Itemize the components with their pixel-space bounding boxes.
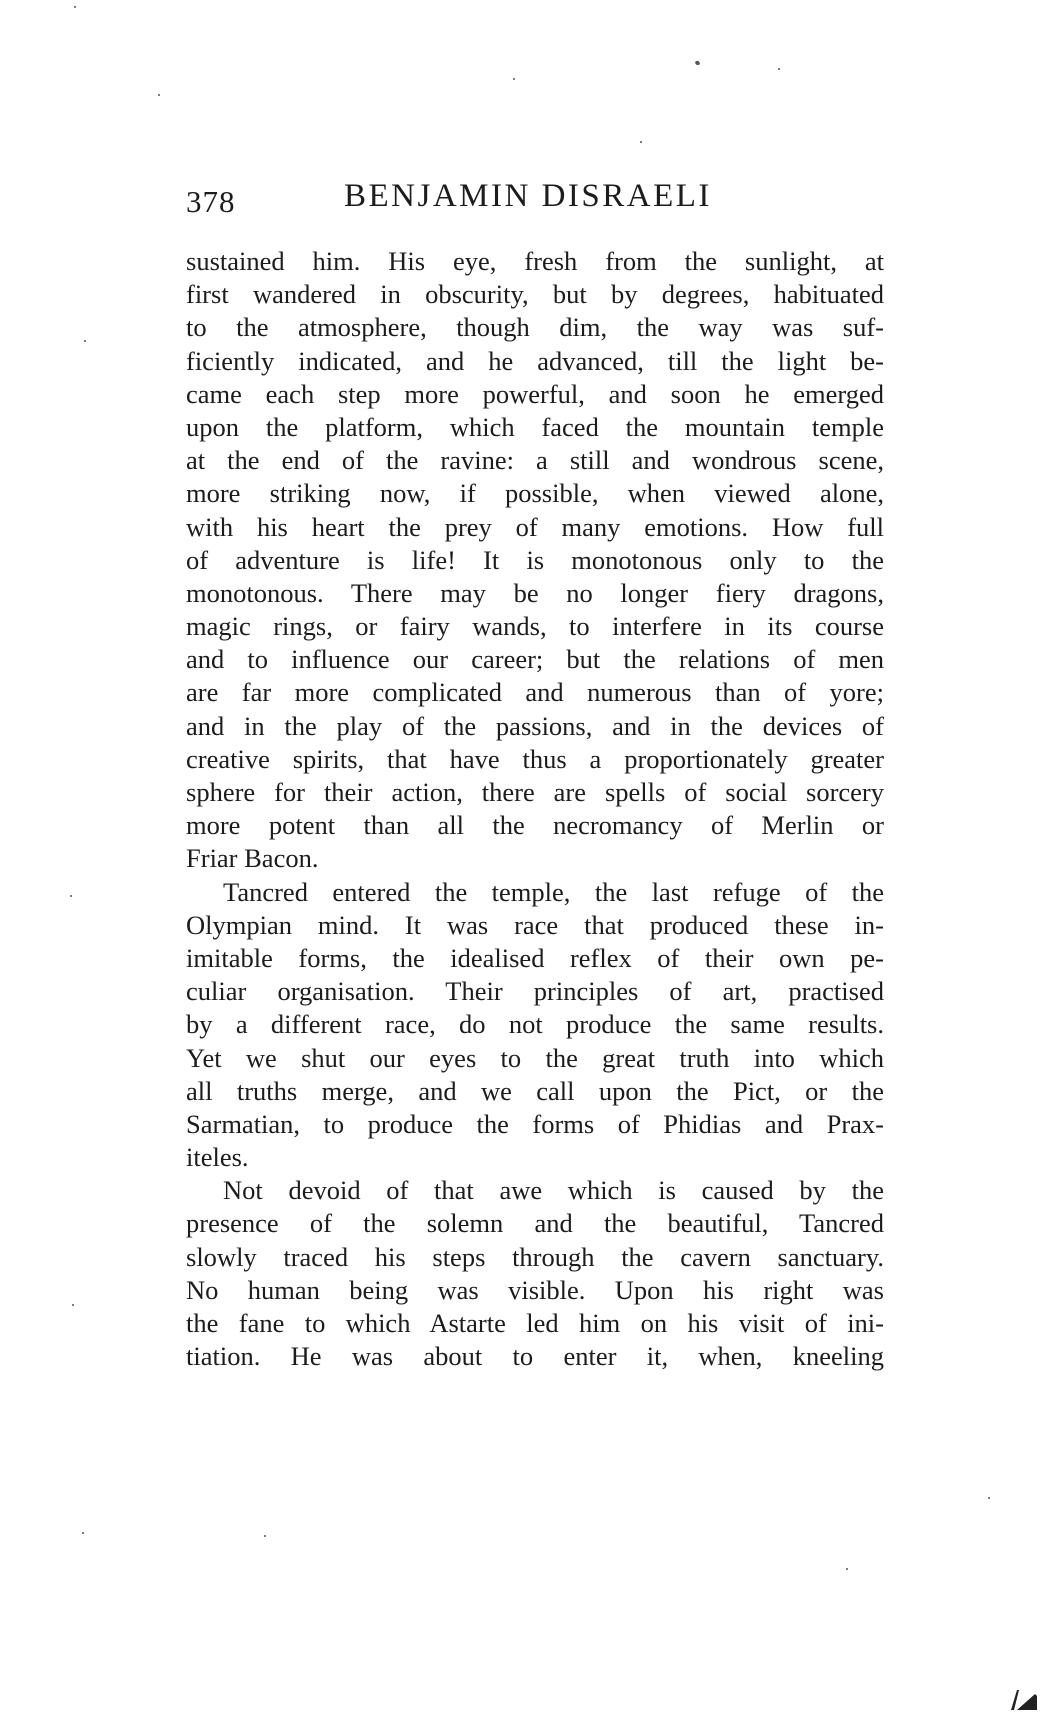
text-line: tiation. He was about to enter it, when, kneeling	[186, 1341, 884, 1372]
scan-speck	[158, 94, 160, 96]
text-line: came each step more powerful, and soon he emerged	[186, 378, 884, 409]
text-line: slowly traced his steps through the cavern sanctuary.	[186, 1241, 884, 1272]
scan-speck	[264, 1535, 266, 1537]
text-line: of adventure is life! It is monotonous only to the	[186, 544, 884, 575]
text-line: and to influence our career; but the relations of men	[186, 644, 884, 675]
text-line: upon the platform, which faced the mountain temple	[186, 411, 884, 442]
paragraph	[186, 245, 884, 876]
text-line: more potent than all the necromancy of Merlin or	[186, 810, 884, 841]
text-line: Sarmatian, to produce the forms of Phidias and Prax-	[186, 1108, 884, 1139]
scan-speck	[988, 1497, 990, 1499]
text-line: Not devoid of that awe which is caused by the	[223, 1175, 884, 1206]
text-line: all truths merge, and we call upon the Pict, or the	[186, 1075, 884, 1106]
scan-speck	[640, 141, 642, 143]
text-line: magic rings, or fairy wands, to interfere in its course	[186, 611, 884, 642]
page-header	[186, 178, 886, 222]
scan-speck	[72, 1304, 74, 1306]
scan-corner-mark	[1005, 1672, 1037, 1712]
text-line: monotonous. There may be no longer fiery dragons,	[186, 577, 884, 608]
text-line: at the end of the ravine: a still and wondrous scene,	[186, 445, 884, 476]
text-line: are far more complicated and numerous than of yore;	[186, 677, 884, 708]
scan-speck	[70, 895, 72, 897]
running-title: BENJAMIN DISRAELI	[344, 178, 712, 214]
page-number: 378	[186, 184, 236, 219]
text-line: Friar Bacon.	[186, 843, 319, 874]
text-line: Tancred entered the temple, the last refuge of the	[223, 876, 884, 907]
paragraph	[186, 876, 884, 1175]
scan-speck	[74, 6, 76, 8]
text-line: ficiently indicated, and he advanced, till the light be-	[186, 345, 884, 376]
paragraph	[186, 1174, 884, 1373]
text-line: more striking now, if possible, when viewed alone,	[186, 478, 884, 509]
text-line: sphere for their action, there are spells of social sorcery	[186, 777, 884, 807]
text-line: presence of the solemn and the beautiful, Tancred	[186, 1208, 884, 1239]
text-line: first wandered in obscurity, but by degrees, habituated	[186, 279, 884, 310]
text-line: iteles.	[186, 1142, 249, 1173]
text-line: and in the play of the passions, and in the devices of	[186, 710, 884, 741]
text-line: No human being was visible. Upon his right was	[186, 1274, 884, 1305]
text-line: the fane to which Astarte led him on his visit of ini-	[186, 1308, 884, 1338]
text-line: Olympian mind. It was race that produced these in-	[186, 909, 884, 940]
scan-speck	[82, 1532, 84, 1534]
text-line: culiar organisation. Their principles of art, practised	[186, 976, 884, 1007]
scan-speck	[778, 68, 780, 70]
text-line: imitable forms, the idealised reflex of their own pe-	[186, 942, 884, 973]
body-text	[186, 245, 884, 1373]
scan-speck	[846, 1568, 848, 1570]
text-line: by a different race, do not produce the same results.	[186, 1009, 884, 1040]
scan-speck	[694, 60, 700, 66]
text-line: creative spirits, that have thus a proportionately greater	[186, 743, 884, 774]
text-line: with his heart the prey of many emotions. How full	[186, 511, 884, 542]
text-line: sustained him. His eye, fresh from the sunlight, at	[186, 246, 884, 276]
scan-speck	[84, 340, 86, 342]
scan-speck	[513, 78, 515, 80]
text-line: Yet we shut our eyes to the great truth into which	[186, 1042, 884, 1073]
text-line: to the atmosphere, though dim, the way was suf-	[186, 312, 884, 343]
